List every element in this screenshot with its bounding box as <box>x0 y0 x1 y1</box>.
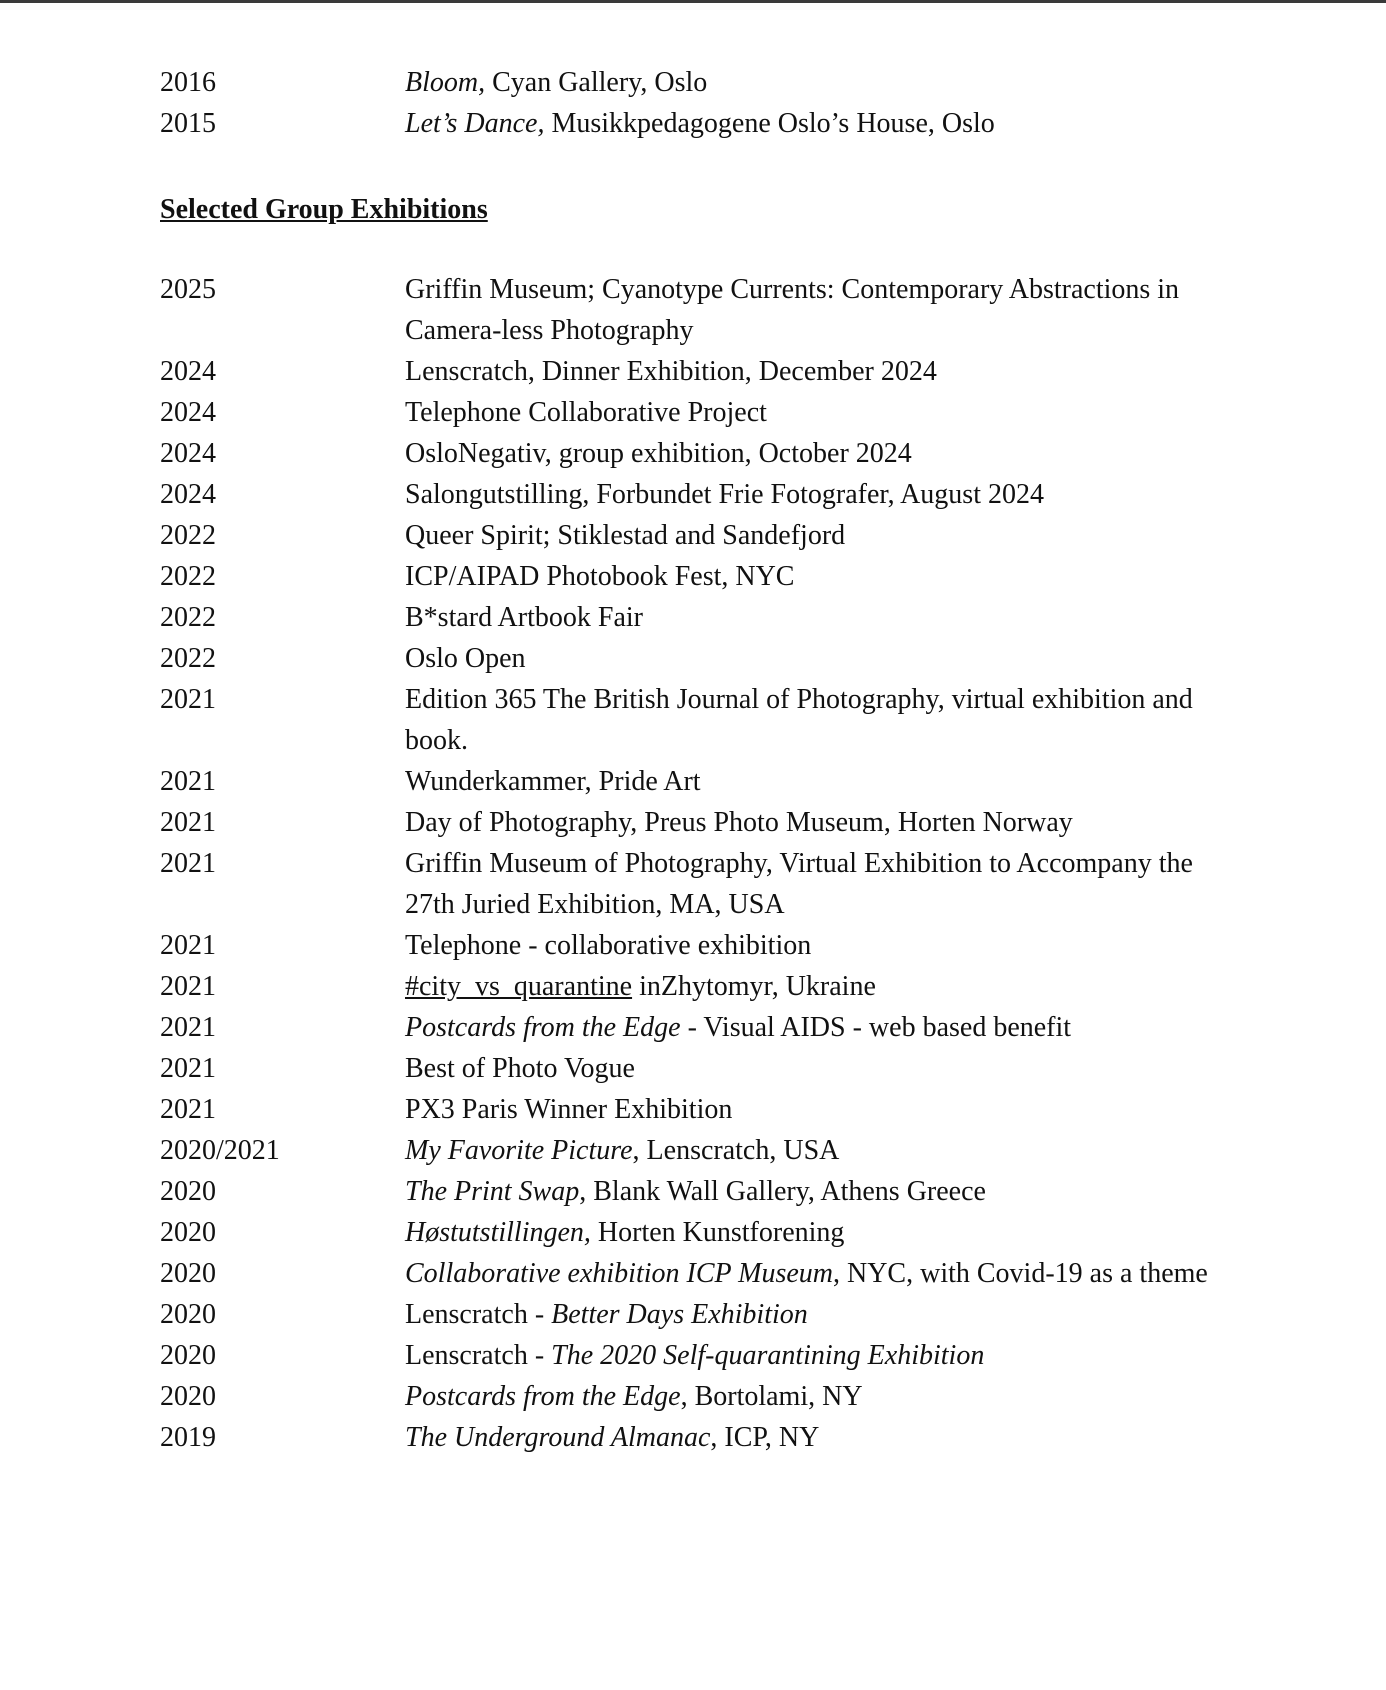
exhibition-year: 2021 <box>160 1094 216 1125</box>
exhibition-link[interactable]: #city_vs_quarantine <box>405 971 633 1002</box>
exhibition-title: Bloom, <box>405 67 486 98</box>
exhibition-entry <box>405 1048 1240 1089</box>
exhibition-entry <box>405 966 1240 1007</box>
cv-page <box>160 62 1240 1458</box>
exhibition-year: 2020 <box>160 1340 216 1371</box>
exhibition-text: Griffin Museum of Photography, Virtual Exhibition to Accompany the 27th Juried Exhibition, MA, USA <box>405 848 1193 920</box>
list-item <box>160 1130 1240 1171</box>
exhibition-year: 2020 <box>160 1299 216 1330</box>
exhibition-entry <box>405 1294 1240 1335</box>
list-item <box>160 761 1240 802</box>
exhibition-title: The Print Swap <box>405 1176 580 1207</box>
list-item <box>160 1335 1240 1376</box>
list-item <box>160 1007 1240 1048</box>
list-item <box>160 1417 1240 1458</box>
exhibition-title: Better Days Exhibition <box>551 1299 808 1330</box>
exhibition-title: Høstutstillingen, <box>405 1217 591 1248</box>
exhibition-entry <box>405 269 1240 351</box>
exhibition-text: Salongutstilling, Forbundet Frie Fotografer, August 2024 <box>405 479 1044 510</box>
exhibition-entry <box>405 1089 1240 1130</box>
list-item <box>160 1089 1240 1130</box>
exhibition-entry <box>405 638 1240 679</box>
group-exhibitions-list <box>160 269 1240 1458</box>
exhibition-year: 2016 <box>160 67 216 98</box>
exhibition-entry <box>405 761 1240 802</box>
exhibition-year: 2021 <box>160 930 216 961</box>
exhibition-year: 2021 <box>160 1012 216 1043</box>
list-item <box>160 474 1240 515</box>
list-item <box>160 1253 1240 1294</box>
exhibition-year: 2024 <box>160 438 216 469</box>
exhibition-entry <box>405 679 1240 761</box>
exhibition-title: Collaborative exhibition ICP Museum <box>405 1258 833 1289</box>
list-item <box>160 269 1240 351</box>
exhibition-text: Lenscratch, Dinner Exhibition, December 2024 <box>405 356 937 387</box>
exhibition-title: The Underground Almanac <box>405 1422 711 1453</box>
exhibition-entry <box>405 1417 1240 1458</box>
exhibition-title: Let’s Dance, <box>405 108 545 139</box>
list-item <box>160 351 1240 392</box>
exhibition-text: ICP/AIPAD Photobook Fest, NYC <box>405 561 795 592</box>
exhibition-entry <box>405 1007 1240 1048</box>
exhibition-year: 2019 <box>160 1422 216 1453</box>
exhibition-text: Queer Spirit; Stiklestad and Sandefjord <box>405 520 846 551</box>
exhibition-year: 2021 <box>160 971 216 1002</box>
exhibition-entry <box>405 62 1240 103</box>
exhibition-year: 2024 <box>160 397 216 428</box>
section-heading-group-exhibitions: Selected Group Exhibitions <box>160 194 488 225</box>
exhibition-text: Telephone - collaborative exhibition <box>405 930 812 961</box>
exhibition-year: 2021 <box>160 684 216 715</box>
exhibition-text: Lenscratch - <box>405 1340 552 1371</box>
list-item <box>160 392 1240 433</box>
exhibition-year: 2021 <box>160 807 216 838</box>
exhibition-year: 2015 <box>160 108 216 139</box>
exhibition-year: 2020 <box>160 1381 216 1412</box>
list-item <box>160 597 1240 638</box>
exhibition-year: 2022 <box>160 643 216 674</box>
exhibition-year: 2024 <box>160 356 216 387</box>
list-item <box>160 925 1240 966</box>
exhibition-text: Griffin Museum; Cyanotype Currents: Contemporary Abstractions in Camera-less Photography <box>405 274 1180 346</box>
list-item <box>160 638 1240 679</box>
exhibition-text: OsloNegativ, group exhibition, October 2024 <box>405 438 912 469</box>
exhibition-year: 2024 <box>160 479 216 510</box>
exhibition-entry <box>405 556 1240 597</box>
exhibition-year: 2020 <box>160 1217 216 1248</box>
exhibition-year: 2022 <box>160 561 216 592</box>
exhibition-text: Edition 365 The British Journal of Photography, virtual exhibition and book. <box>405 684 1193 756</box>
list-item <box>160 802 1240 843</box>
exhibition-entry <box>405 103 1240 144</box>
exhibition-title: The 2020 Self-quarantining Exhibition <box>551 1340 985 1371</box>
exhibition-entry <box>405 925 1240 966</box>
list-item <box>160 433 1240 474</box>
exhibition-text: , Blank Wall Gallery, Athens Greece <box>579 1176 986 1207</box>
exhibition-text: PX3 Paris Winner Exhibition <box>405 1094 733 1125</box>
exhibition-entry <box>405 392 1240 433</box>
exhibition-entry <box>405 433 1240 474</box>
list-item <box>160 1171 1240 1212</box>
exhibition-entry <box>405 351 1240 392</box>
list-item <box>160 1376 1240 1417</box>
exhibition-entry <box>405 474 1240 515</box>
exhibition-text: B*stard Artbook Fair <box>405 602 643 633</box>
exhibition-text: inZhytomyr, Ukraine <box>632 971 876 1002</box>
exhibition-year: 2021 <box>160 1053 216 1084</box>
exhibition-year: 2025 <box>160 274 216 305</box>
exhibition-entry <box>405 1376 1240 1417</box>
exhibition-entry <box>405 515 1240 556</box>
exhibition-year: 2020 <box>160 1176 216 1207</box>
exhibition-entry <box>405 1212 1240 1253</box>
list-item <box>160 62 1240 103</box>
exhibition-entry <box>405 1253 1240 1294</box>
exhibition-text: , Lenscratch, USA <box>632 1135 840 1166</box>
exhibition-text: Oslo Open <box>405 643 526 674</box>
exhibition-text: Wunderkammer, Pride Art <box>405 766 701 797</box>
list-item <box>160 1294 1240 1335</box>
list-item <box>160 679 1240 761</box>
list-item <box>160 1212 1240 1253</box>
exhibition-year: 2022 <box>160 520 216 551</box>
exhibition-venue: Musikkpedagogene Oslo’s House, Oslo <box>544 108 995 139</box>
list-item <box>160 515 1240 556</box>
exhibition-text: , NYC, with Covid-19 as a theme <box>832 1258 1208 1289</box>
exhibition-text: , ICP, NY <box>710 1422 820 1453</box>
exhibition-entry <box>405 802 1240 843</box>
list-item <box>160 103 1240 144</box>
exhibition-text: Best of Photo Vogue <box>405 1053 635 1084</box>
exhibition-entry <box>405 1335 1240 1376</box>
exhibition-year: 2022 <box>160 602 216 633</box>
exhibition-year: 2021 <box>160 848 216 879</box>
list-item <box>160 966 1240 1007</box>
solo-exhibitions-list <box>160 62 1240 144</box>
exhibition-entry <box>405 1130 1240 1171</box>
exhibition-title: My Favorite Picture <box>405 1135 633 1166</box>
top-border <box>0 0 1386 3</box>
list-item <box>160 556 1240 597</box>
exhibition-entry <box>405 597 1240 638</box>
exhibition-venue: Cyan Gallery, Oslo <box>485 67 708 98</box>
exhibition-text: , Bortolami, NY <box>680 1381 863 1412</box>
exhibition-text: - Visual AIDS - web based benefit <box>680 1012 1072 1043</box>
exhibition-entry <box>405 843 1240 925</box>
list-item <box>160 843 1240 925</box>
exhibition-entry <box>405 1171 1240 1212</box>
exhibition-title: Postcards from the Edge <box>405 1012 681 1043</box>
exhibition-year: 2020/2021 <box>160 1135 280 1166</box>
list-item <box>160 1048 1240 1089</box>
exhibition-text: Horten Kunstforening <box>590 1217 845 1248</box>
exhibition-text: Lenscratch - <box>405 1299 552 1330</box>
exhibition-title: Postcards from the Edge <box>405 1381 681 1412</box>
exhibition-year: 2020 <box>160 1258 216 1289</box>
exhibition-text: Telephone Collaborative Project <box>405 397 767 428</box>
exhibition-text: Day of Photography, Preus Photo Museum, Horten Norway <box>405 807 1073 838</box>
exhibition-year: 2021 <box>160 766 216 797</box>
